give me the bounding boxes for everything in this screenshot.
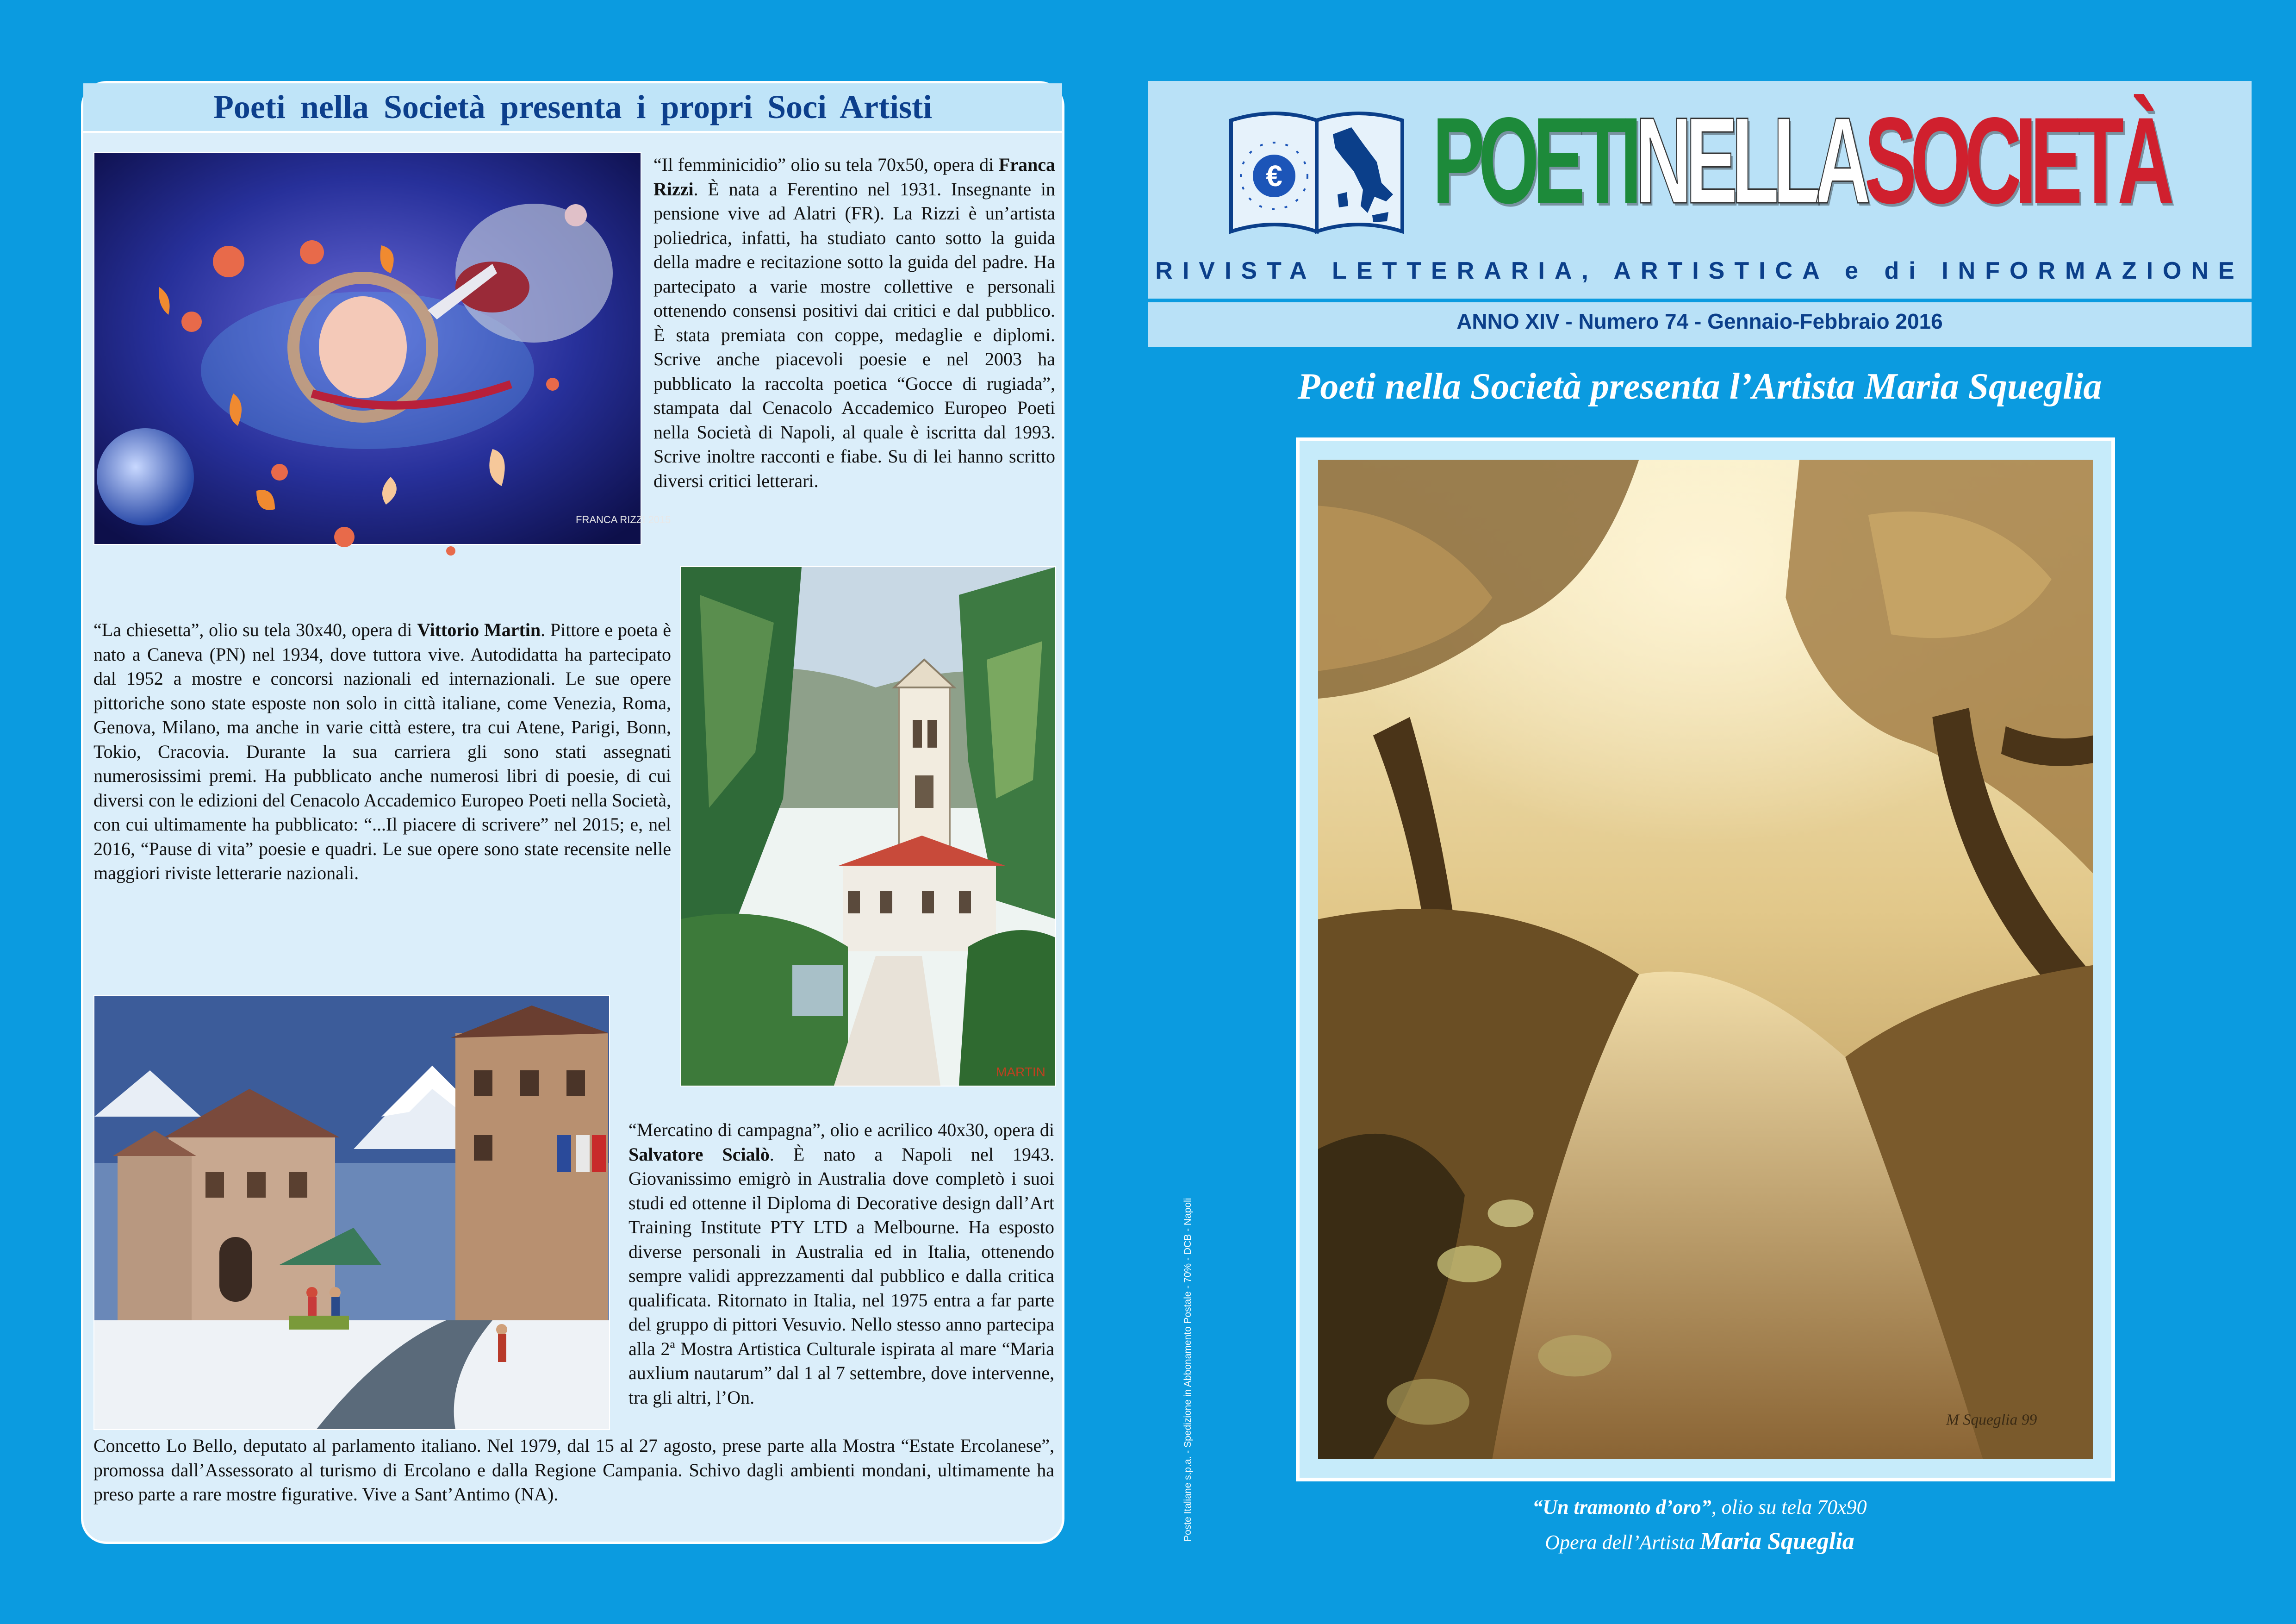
painting-mercatino bbox=[93, 995, 610, 1430]
masthead bbox=[1148, 81, 2252, 347]
entry-martin-text: “La chiesetta”, olio su tela 30x40, opera di Vittorio Martin. Pittore e poeta è nato a Caneva (PN) nel 1934, dove tuttora vive. Autodidatta ha partecipato dal 1952 a mostre e concorsi nazionali ed internazionali. Le sue opere pittoriche sono state esposte non solo in città italiane, come Venezia, Roma, Genova, Milano, ma anche in varie città estere, tra cui Atene, Parigi, Bonn, Tokio, Cracovia. Durante la sua carriera gli sono stati assegnati numerosissimi premi. Ha pubblicato anche numerosi libri di poesie, di cui diversi con le edizioni del Cenacolo Accademico Europeo Poeti nella Società, con cui ultimamente ha pubblicato: “...Il piacere di scrivere” nel 2015; e, nel 2016, “Pause di vita” poesie e quadri. Le sue opere sono state recensite nelle maggiori riviste letterarie nazionali. bbox=[93, 619, 672, 883]
painting-tramonto-oro bbox=[1318, 460, 2093, 1459]
title-word-societa: SOCIETÀ bbox=[1864, 92, 2168, 229]
left-page-panel bbox=[81, 81, 1064, 1544]
painting-chiesetta bbox=[680, 566, 1056, 1087]
signature-rizzi: FRANCA RIZZI 2015 bbox=[576, 514, 671, 525]
signature-squeglia: M Squeglia 99 bbox=[1946, 1411, 2037, 1429]
postal-notice: Poste Italiane s.p.a. - Spedizione in Abbonamento Postale - 70% - DCB - Napoli bbox=[1182, 1198, 1193, 1542]
magazine-logo bbox=[1224, 106, 1409, 241]
painting-femminicidio bbox=[93, 152, 671, 545]
entry-scialo-tail: Concetto Lo Bello, deputato al parlamento italiano. Nel 1979, dal 15 al 27 agosto, prese parte alla Mostra “Estate Ercolanese”, promossa dall’Assessorato al turismo di Ercolano e dalla Regione Campania. Schivo dagli ambienti mondani, ultimamente ha preso parte a rare mostre figurative. Vive a Sant’Antimo (NA). bbox=[93, 1435, 1054, 1505]
issue-line: ANNO XIV - Numero 74 - Gennaio-Febbraio 2016 bbox=[1456, 309, 1943, 333]
painting-caption-title: “Un tramonto d’oro”, olio su tela 70x90 bbox=[1532, 1496, 1867, 1518]
painting-caption-artist: Opera dell’Artista Maria Squeglia bbox=[1545, 1528, 1854, 1555]
euro-icon: € bbox=[1266, 159, 1282, 193]
artist-name-rizzi: Franca Rizzi bbox=[653, 154, 1055, 200]
left-page-header bbox=[83, 83, 1062, 133]
title-word-poeti: POETI bbox=[1432, 92, 1636, 229]
magazine-title bbox=[1432, 92, 2168, 229]
artist-name-scialo: Salvatore Scialò bbox=[628, 1143, 770, 1165]
artist-name-martin: Vittorio Martin bbox=[417, 619, 541, 640]
entry-rizzi-text: “Il femminicidio” olio su tela 70x50, opera di Franca Rizzi. È nata a Ferentino nel 1931. Insegnante in pensione vive ad Alatri (FR). La Rizzi è un’artista poliedrica, infatti, ha studiato canto sotto la guida della madre e recitazione sotto la guida del padre. Ha partecipato a varie mostre collettive e personali ottenendo consensi positivi dai critici e dal pubblico. È stata premiata con coppe, medaglie e diplomi. Scrive anche piacevoli poesie e nel 2003 ha pubblicato la raccolta poetica “Gocce di rugiada”, stampata dal Cenacolo Accademico Europeo Poeti nella Società di Napoli, al quale è iscritta dal 1993. Scrive inoltre racconti e fiabe. Su di lei hanno scritto diversi critici letterari. bbox=[653, 154, 1055, 491]
title-word-nella: NELLA bbox=[1635, 92, 1865, 229]
signature-martin: MARTIN bbox=[996, 1065, 1045, 1079]
masthead-divider bbox=[1148, 299, 2252, 302]
main-painting-frame bbox=[1296, 437, 2115, 1481]
right-page-heading: Poeti nella Società presenta l’Artista Maria Squeglia bbox=[1297, 366, 2102, 407]
magazine-subtitle: RIVISTA LETTERARIA, ARTISTICA e di INFORMAZIONE bbox=[1155, 257, 2244, 284]
entry-scialo-text: “Mercatino di campagna”, olio e acrilico 40x30, opera di Salvatore Scialò. È nato a Napoli nel 1943. Giovanissimo emigrò in Australia dove completò i suoi studi ed ottenne il Diploma di Decorative design dall’Art Training Institute PTY LTD a Melbourne. Ha esposto diverse personali in Australia ed in Italia, ottenendo sempre validi apprezzamenti dal pubblico e dalla critica qualificata. Ritornato in Italia, nel 1975 entra a far parte del gruppo di pittori Vesuvio. Nello stesso anno partecipa alla 2ª Mostra Artistica Culturale ispirata al mare “Maria auxlium nautarum” dal 1 al 7 settembre, dove intervenne, tra gli altri, l’On. bbox=[628, 1119, 1054, 1408]
left-page-title: Poeti nella Società presenta i propri Soci Artisti bbox=[213, 88, 933, 125]
